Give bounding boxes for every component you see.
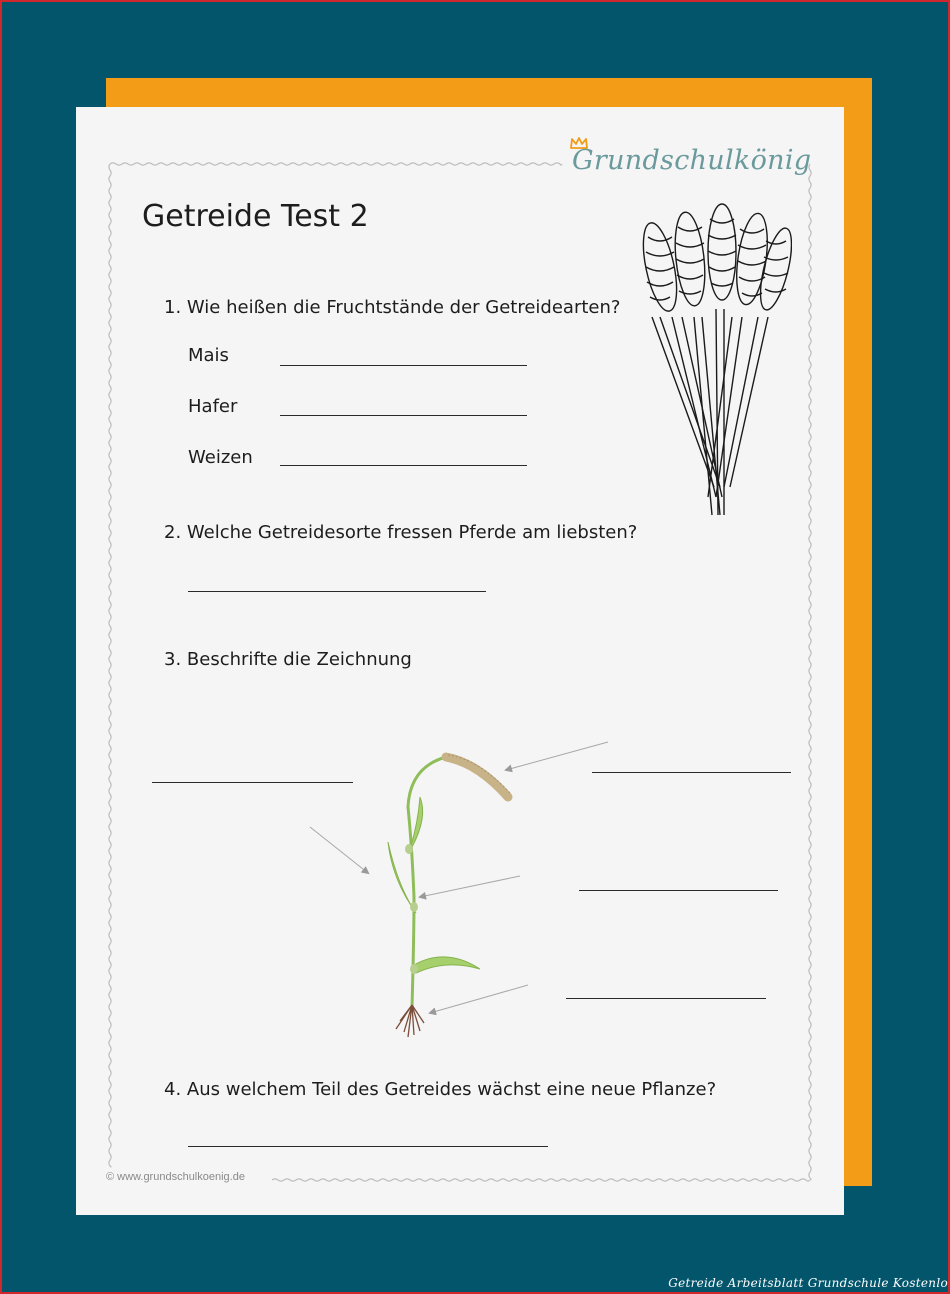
q1-label-mais: Mais	[188, 345, 229, 366]
wavy-border-right	[809, 164, 811, 1180]
worksheet-title: Getreide Test 2	[142, 199, 369, 234]
arrow-to-leaf	[310, 827, 368, 873]
arrow-to-node	[420, 876, 520, 897]
wavy-border-left	[109, 164, 111, 1167]
q1-answer-line-hafer[interactable]	[280, 415, 527, 416]
wheat-ears	[637, 204, 792, 314]
wheat-bundle-illustration	[632, 197, 792, 517]
question-1-text: 1. Wie heißen die Fruchtstände der Getreidearten?	[164, 297, 621, 318]
image-caption: Getreide Arbeitsblatt Grundschule Kostenlo	[668, 1276, 948, 1290]
arrow-to-root	[430, 985, 528, 1013]
grain-plant-illustration	[296, 737, 616, 1042]
q4-answer-line[interactable]	[188, 1146, 548, 1147]
q1-label-hafer: Hafer	[188, 396, 238, 417]
question-4-text: 4. Aus welchem Teil des Getreides wächst eine neue Pflanze?	[164, 1079, 717, 1100]
q1-answer-line-weizen[interactable]	[280, 465, 527, 466]
q1-label-weizen: Weizen	[188, 447, 253, 468]
copyright-text: © www.grundschulkoenig.de	[106, 1171, 245, 1183]
wavy-border-bottom	[272, 1179, 810, 1181]
q2-answer-line[interactable]	[188, 591, 486, 592]
arrow-to-ear	[506, 742, 608, 770]
q3-label-line-2[interactable]	[592, 772, 791, 773]
brand-logo-text: Grundschulkönig	[572, 145, 812, 176]
question-2-text: 2. Welche Getreidesorte fressen Pferde am liebsten?	[164, 522, 638, 543]
q1-answer-line-mais[interactable]	[280, 365, 527, 366]
question-3-text: 3. Beschrifte die Zeichnung	[164, 649, 412, 670]
worksheet-page	[76, 107, 844, 1215]
wavy-border-top	[110, 163, 562, 165]
